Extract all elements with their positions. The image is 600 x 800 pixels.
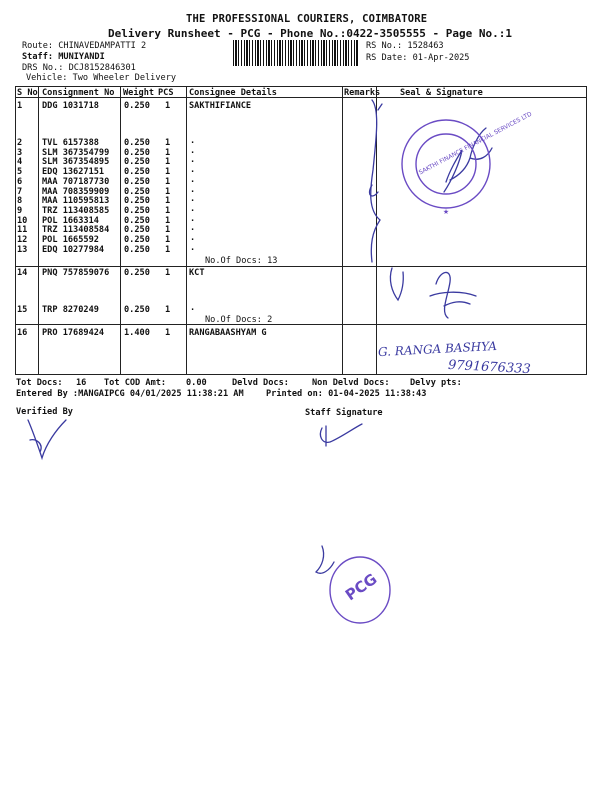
- route: Route: CHINAVEDAMPATTI 2: [22, 41, 147, 51]
- tot-cod-value: 0.00: [186, 378, 207, 388]
- docs-note: No.Of Docs: 2: [205, 315, 273, 325]
- runsheet-subtitle: Delivery Runsheet - PCG - Phone No.:0422-3505555 - Page No.:1: [108, 27, 512, 40]
- col-sno: S No: [17, 88, 38, 98]
- printed-on: Printed on: 01-04-2025 11:38:43: [266, 389, 427, 399]
- rs-date: RS Date: 01-Apr-2025: [366, 53, 470, 63]
- tot-docs-label: Tot Docs:: [16, 378, 63, 388]
- col-consignment: Consignment No: [42, 88, 115, 98]
- consignee-name: SAKTHIFIANCE: [189, 101, 252, 111]
- consignee-name: RANGABAASHYAM G: [189, 328, 267, 338]
- entered-by: Entered By :MANGAIPCG 04/01/2025 11:38:21 AM: [16, 389, 244, 399]
- staff: Staff: MUNIYANDI: [22, 52, 105, 62]
- drs-number: DRS No.: DCJ8152846301: [22, 63, 136, 73]
- delvy-pts: Delvy pts:: [410, 378, 462, 388]
- staff-signature-label: Staff Signature: [305, 408, 383, 418]
- verified-by: Verified By: [16, 407, 73, 417]
- handwritten-phone: 9791676333: [447, 357, 532, 378]
- rs-number: RS No.: 1528463: [366, 41, 444, 51]
- seal-text: SAKTHI FINANCE FINANCIAL SERVICES LTD: [417, 110, 534, 177]
- tot-cod-label: Tot COD Amt:: [104, 378, 167, 388]
- consignee-name: KCT: [189, 268, 205, 278]
- col-seal-signature: Seal & Signature: [400, 88, 483, 98]
- pcg-stamp: PCG: [341, 569, 381, 605]
- col-pcs: PCS: [158, 88, 174, 98]
- company-title: THE PROFESSIONAL COURIERS, COIMBATORE: [186, 13, 428, 25]
- col-weight: Weight: [123, 88, 155, 98]
- tot-docs-value: 16: [76, 378, 87, 388]
- handwritten-name: G. RANGA BASHYA: [377, 338, 498, 360]
- col-consignee: Consignee Details: [189, 88, 277, 98]
- svg-text:★: ★: [442, 208, 450, 216]
- docs-note: No.Of Docs: 13: [205, 256, 278, 266]
- vehicle: Vehicle: Two Wheeler Delivery: [26, 73, 177, 83]
- delvd-docs: Delvd Docs:: [232, 378, 289, 388]
- col-remarks: Remarks: [344, 88, 381, 98]
- non-delvd-docs: Non Delvd Docs:: [312, 378, 390, 388]
